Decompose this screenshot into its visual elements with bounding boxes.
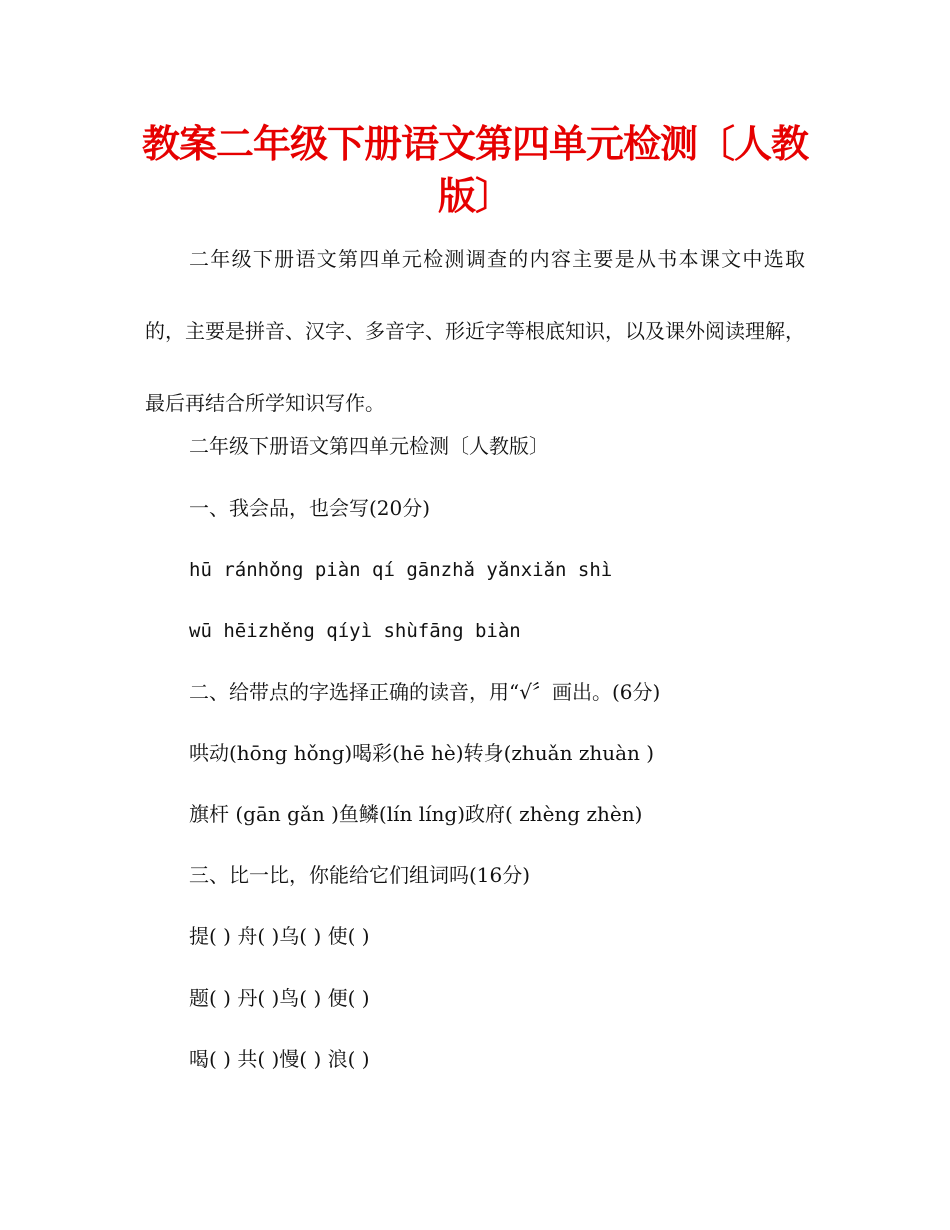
reading-choice-row-2: 旗杆 (gān gǎn )鱼鳞(lín líng)政府( zhèng zhèn) — [189, 802, 643, 826]
pinyin-row-2: wū hēizhěng qíyì shùfāng biàn — [189, 620, 521, 642]
subtitle-line: 二年级下册语文第四单元检测〔人教版〕 — [189, 434, 549, 458]
section-3-heading: 三、比一比，你能给它们组词吗(16分) — [189, 863, 531, 887]
intro-paragraph: 二年级下册语文第四单元检测调查的内容主要是从书本课文中选取的，主要是拼音、汉字、多音字、形近字等根底知识，以及课外阅读理解，最后再结合所学知识写作。 — [145, 247, 805, 415]
pinyin-row-1: hū ránhǒng piàn qí gānzhǎ yǎnxiǎn shì — [189, 559, 613, 581]
word-group-row-1: 提( ) 舟( )乌( ) 使( ) — [189, 924, 370, 948]
section-2-heading: 二、给带点的字选择正确的读音，用“√〞画出。(6分) — [189, 680, 661, 704]
reading-choice-row-1: 哄动(hōng hǒng)喝彩(hē hè)转身(zhuǎn zhuàn ) — [189, 741, 655, 765]
word-group-row-3: 喝( ) 共( )慢( ) 浪( ) — [189, 1047, 370, 1071]
document-title: 教案二年级下册语文第四单元检测〔人教版〕 — [141, 122, 808, 218]
section-1-heading: 一、我会品，也会写(20分) — [189, 496, 431, 520]
word-group-row-2: 题( ) 丹( )鸟( ) 便( ) — [189, 986, 370, 1010]
